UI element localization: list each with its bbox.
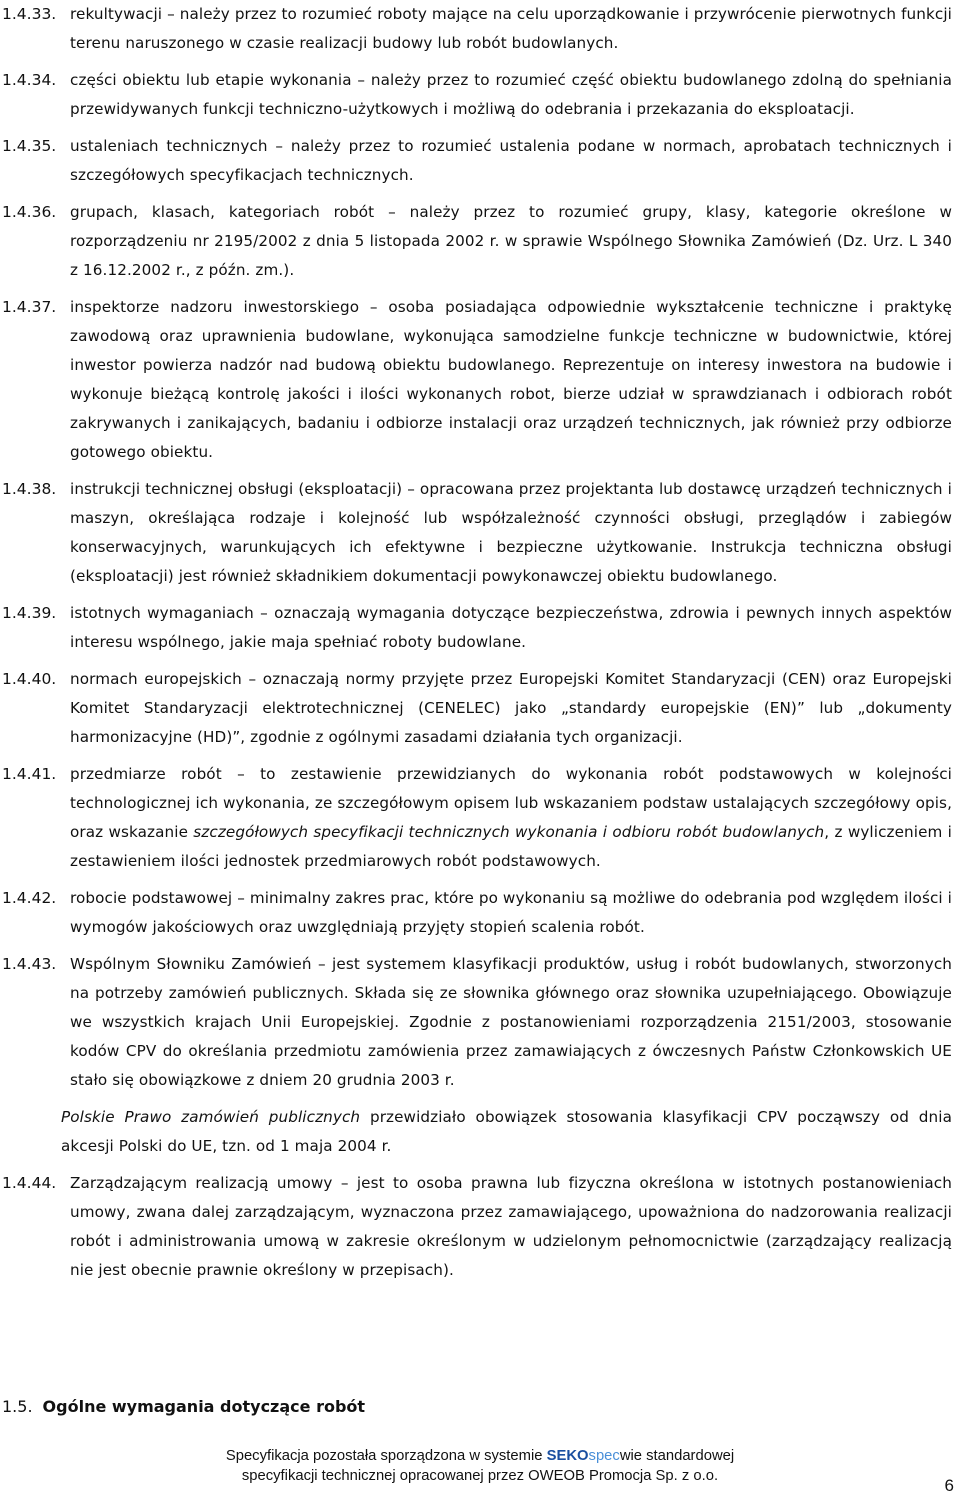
- definition-entry: [0, 665, 952, 752]
- section-heading: [2, 1395, 365, 1419]
- section-number: 1.5.: [2, 1397, 33, 1416]
- definition-entry: [0, 599, 952, 657]
- footer-line-1: [0, 1446, 960, 1466]
- footer-prefix: Specyfikacja pozostała sporządzona w systemie: [225, 1448, 547, 1464]
- definition-entry: [0, 884, 952, 942]
- definition-text: instrukcji technicznej obsługi (eksploatacji) – opracowana przez projektanta lub dostawcę urządzeń technicznych i maszyn, określająca rodzaje i kolejność lub współzależność czynności obsługi, przeglądów i zabiegów konserwacyjnych, warunkujących ich efektywne i bezpieczne użytkowanie. Instrukcja techniczna obsługi (eksploatacji) jest również składnikiem dokumentacji powykonawczej obiektu budowlanego.: [70, 480, 952, 585]
- definition-number: 1.4.39.: [2, 604, 57, 622]
- definition-number: 1.4.41.: [2, 765, 57, 783]
- definition-text: istotnych wymaganiach – oznaczają wymagania dotyczące bezpieczeństwa, zdrowia i pewnych innych aspektów interesu wspólnego, jakie maja spełniać roboty budowlane.: [70, 604, 952, 651]
- definition-text-italic: szczegółowych specyfikacji technicznych wykonania i odbioru robót budowlanych: [193, 823, 825, 841]
- definition-number: 1.4.36.: [2, 203, 57, 221]
- definition-entry: [0, 1169, 952, 1285]
- definition-entry: [0, 198, 952, 285]
- definition-number: 1.4.34.: [2, 71, 57, 89]
- brand-seko: SEKO: [546, 1448, 589, 1464]
- definition-number: 1.4.42.: [2, 889, 57, 907]
- cpv-note: [0, 1103, 952, 1161]
- definition-number: 1.4.44.: [2, 1174, 57, 1192]
- definition-text: Wspólnym Słowniku Zamówień – jest systemem klasyfikacji produktów, usług i robót budowlanych, stworzonych na potrzeby zamówień publicznych. Składa się ze słownika głównego oraz słownika uzupełniającego. Obowiązuje we wszystkich krajach Unii Europejskiej. Zgodnie z postanowieniami rozporządzenia 2151/2003, stosowanie kodów CPV do określania przedmiotu zamówienia przez zamawiających z ówczesnych Państw Członkowskich UE stało się obowiązkowe z dniem 20 grudnia 2003 r.: [70, 955, 952, 1089]
- definition-text: części obiektu lub etapie wykonania – należy przez to rozumieć część obiektu budowlanego zdolną do spełniania przewidywanych funkcji techniczno-użytkowych i możliwą do odebrania i przekazania do eksploatacji.: [70, 71, 952, 118]
- footer-line-2: specyfikacji technicznej opracowanej przez OWEOB Promocja Sp. z o.o.: [241, 1468, 719, 1484]
- note-body: przewidziało obowiązek stosowania klasyfikacji CPV począwszy od dnia akcesji Polski do UE, tzn. od 1 maja 2004 r.: [61, 1108, 952, 1155]
- definition-text: ustaleniach technicznych – należy przez to rozumieć ustalenia podane w normach, aprobatach technicznych i szczegółowych specyfikacjach technicznych.: [70, 137, 952, 184]
- definition-entry: [0, 760, 952, 876]
- definition-number: 1.4.37.: [2, 298, 57, 316]
- definition-entry: [0, 66, 952, 124]
- definition-entry: [0, 475, 952, 591]
- note-text: [61, 1103, 952, 1161]
- definition-number: 1.4.35.: [2, 137, 57, 155]
- section-title: Ogólne wymagania dotyczące robót: [42, 1397, 366, 1416]
- definition-text-part: przedmiarze robót – to zestawienie przewidzianych do wykonania robót podstawowych w kolejności technologicznej ich wykonania, ze szczegółowym opisem lub wskazaniem podstaw ustalających szczegółowy opis, oraz wskazanie: [70, 765, 952, 841]
- page-number: 6: [944, 1476, 954, 1495]
- page-footer: [0, 1446, 960, 1486]
- definition-number: 1.4.40.: [2, 670, 57, 688]
- definition-text: rekultywacji – należy przez to rozumieć roboty mające na celu uporządkowanie i przywrócenie pierwotnych funkcji terenu naruszonego w czasie realizacji budowy lub robót budowlanych.: [70, 5, 952, 52]
- definition-entry: [0, 132, 952, 190]
- definition-text: grupach, klasach, kategoriach robót – należy przez to rozumieć grupy, klasy, kategorie określone w rozporządzeniu nr 2195/2002 z dnia 5 listopada 2002 r. w sprawie Wspólnego Słownika Zamówień (Dz. Urz. L 340 z 16.12.2002 r., z późn. zm.).: [70, 203, 952, 279]
- footer-suffix: wie standardowej: [619, 1448, 735, 1464]
- definition-entry: [0, 950, 952, 1095]
- definition-text: normach europejskich – oznaczają normy przyjęte przez Europejski Komitet Standaryzacji (CEN) oraz Europejski Komitet Standaryzacji elektrotechnicznej (CENELEC) jako „standardy europejskie (EN)” lub „dokumenty harmonizacyjne (HD)”, zgodnie z ogólnymi zasadami działania tych organizacji.: [70, 670, 952, 746]
- definition-number: 1.4.38.: [2, 480, 57, 498]
- definition-entry: [0, 293, 952, 467]
- definition-number: 1.4.43.: [2, 955, 57, 973]
- definition-text: Zarządzającym realizacją umowy – jest to osoba prawna lub fizyczna określona w istotnych postanowieniach umowy, zwana dalej zarządzającym, wyznaczona przez zamawiającego, upoważniona do nadzorowania realizacji robót i administrowania umową w zakresie określonym w udzielonym pełnomocnictwie (zarządzający realizacją nie jest obecnie prawnie określony w przepisach).: [70, 1174, 952, 1279]
- brand-spec: spec: [588, 1448, 620, 1464]
- definition-text: inspektorze nadzoru inwestorskiego – osoba posiadająca odpowiednie wykształcenie techniczne i praktykę zawodową oraz uprawnienia budowlane, wykonująca samodzielne funkcje techniczne w budownictwie, której inwestor powierza nadzór nad budową obiektu budowlanego. Reprezentuje on interesy inwestora na budowie i wykonuje bieżącą kontrolę jakości i ilości wykonanych robot, bierze udział w sprawdzianach i odbiorach robót zakrywanych i zanikających, badaniu i odbiorze instalacji oraz urządzeń technicznych, jak również przy odbiorze gotowego obiektu.: [70, 298, 952, 461]
- definition-number: 1.4.33.: [2, 5, 57, 23]
- note-italic: Polskie Prawo zamówień publicznych: [61, 1108, 361, 1126]
- definition-text: robocie podstawowej – minimalny zakres prac, które po wykonaniu są możliwe do odebrania pod względem ilości i wymogów jakościowych oraz uwzględniają przyjęty stopień scalenia robót.: [70, 889, 952, 936]
- definition-entry: [0, 0, 952, 58]
- definition-text: [70, 760, 952, 876]
- definition-text-part: , z wyliczeniem i zestawieniem ilości jednostek przedmiarowych robót podstawowych.: [70, 823, 953, 870]
